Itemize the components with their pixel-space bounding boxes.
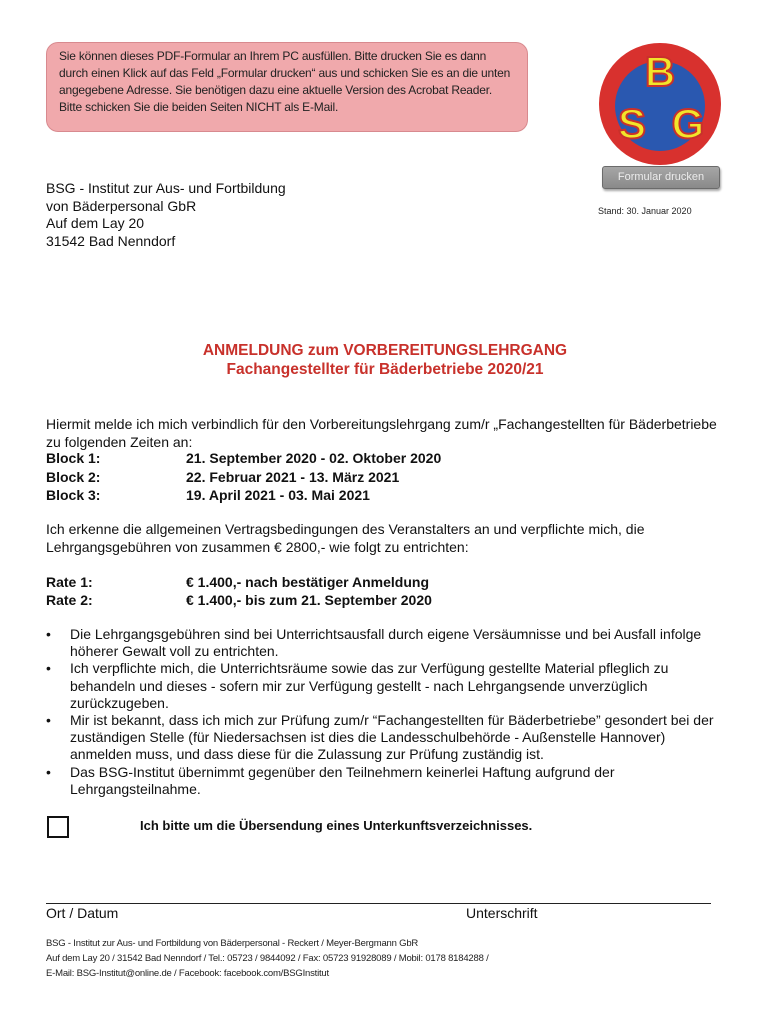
address-line: von Bäderpersonal GbR	[46, 197, 197, 214]
address-line: 31542 Bad Nenndorf	[46, 232, 176, 249]
logo-letter-g: G	[671, 100, 705, 147]
rate-row	[46, 591, 432, 609]
rate-value: € 1.400,- nach bestätiger Anmeldung	[186, 574, 429, 590]
terms-list	[46, 626, 726, 798]
logo-letter-s: S	[617, 100, 647, 147]
accommodation-list-checkbox[interactable]	[47, 816, 69, 838]
payment-rates	[46, 573, 432, 609]
logo-letter-b: B	[644, 48, 676, 95]
info-notice-box	[46, 42, 528, 132]
course-block-row	[46, 468, 441, 487]
address-line: Auf dem Lay 20	[46, 215, 145, 231]
block-dates: 21. September 2020 - 02. Oktober 2020	[186, 450, 442, 466]
terms-list-item: • Die Lehrgangsgebühren sind bei Unterrichtsausfall durch eigene Versäumnisse und bei Ausfall infolge höherer Gewalt voll zu entrichten.	[46, 626, 726, 660]
place-date-label: Ort / Datum	[46, 905, 119, 921]
block-dates: 22. Februar 2021 - 13. März 2021	[186, 468, 400, 485]
rate-row	[46, 573, 432, 591]
block-label: Block 3:	[46, 487, 101, 503]
course-block-row	[46, 486, 441, 505]
address-line: BSG - Institut zur Aus- und Fortbildung	[46, 180, 286, 196]
footer-line: E-Mail: BSG-Institut@online.de / Facebook: facebook.com/BSGInstitut	[46, 968, 329, 979]
revision-date: Stand: 30. Januar 2020	[598, 206, 692, 216]
footer-line: Auf dem Lay 20 / 31542 Bad Nenndorf / Tel.: 05723 / 9844092 / Fax: 05723 91928089 / Mobil: 0178 8184288 /	[46, 953, 489, 964]
block-dates: 19. April 2021 - 03. Mai 2021	[186, 487, 370, 503]
block-label: Block 1:	[46, 450, 101, 466]
rate-label: Rate 2:	[46, 592, 93, 608]
rate-label: Rate 1:	[46, 574, 93, 590]
rate-value: € 1.400,- bis zum 21. September 2020	[186, 592, 432, 608]
signature-line	[46, 903, 711, 904]
print-form-button[interactable]: Formular drucken	[602, 166, 720, 189]
block-label: Block 2:	[46, 468, 101, 485]
terms-list-item: • Mir ist bekannt, dass ich mich zur Prüfung zum/r “Fachangestellten für Bäderbetriebe” gesondert bei der zuständigen Stelle (für Niedersachsen ist dies die Landesschulbehörde - Außenstelle Hannover) anmelden muss, und dass diese für die Zulassung zur Prüfung zuständig ist.	[46, 712, 726, 764]
recipient-address	[46, 180, 286, 250]
terms-list-item: • Das BSG-Institut übernimmt gegenüber den Teilnehmern keinerlei Haftung aufgrund der Lehrgangsteilnahme.	[46, 764, 726, 798]
footer-line: BSG - Institut zur Aus- und Fortbildung von Bäderpersonal - Reckert / Meyer-Bergmann GbR	[46, 938, 419, 949]
terms-list-item: • Ich verpflichte mich, die Unterrichtsräume sowie das zur Verfügung gestellte Material pfleglich zu behandeln und dieses - sofern mir zur Verfügung gestellt - nach Lehrgangsende unverzüglich zurückzugeben.	[46, 660, 726, 712]
signature-label: Unterschrift	[466, 905, 538, 921]
terms-acceptance-paragraph: Ich erkenne die allgemeinen Vertragsbedingungen des Veranstalters an und verpflichte mich, die Lehrgangsgebühren von zusammen € 2800,- wie folgt zu entrichten:	[46, 521, 645, 555]
intro-paragraph: Hiermit melde ich mich verbindlich für den Vorbereitungslehrgang zum/r „Fachangestellten für Bäderbetriebe zu folgenden Zeiten an:	[46, 416, 717, 450]
info-notice-text: Sie können dieses PDF-Formular an Ihrem PC ausfüllen. Bitte drucken Sie es dann durch einen Klick auf das Feld „Formular drucken“ aus und schicken Sie es an die unten angegebene Adresse. Sie benötigen dazu eine aktuelle Version des Acrobat Reader. Bitte schicken Sie die beiden Seiten NICHT als E-Mail.	[59, 49, 511, 114]
bsg-logo	[598, 42, 722, 166]
title-line-2: Fachangestellter für Bäderbetriebe 2020/21	[226, 361, 544, 378]
title-line-1: ANMELDUNG zum VORBEREITUNGSLEHRGANG	[202, 342, 568, 359]
course-blocks	[46, 449, 441, 505]
document-title	[0, 341, 770, 379]
footer-contact	[46, 936, 489, 981]
course-block-row	[46, 449, 441, 468]
accommodation-list-label: Ich bitte um die Übersendung eines Unterkunftsverzeichnisses.	[140, 818, 533, 833]
